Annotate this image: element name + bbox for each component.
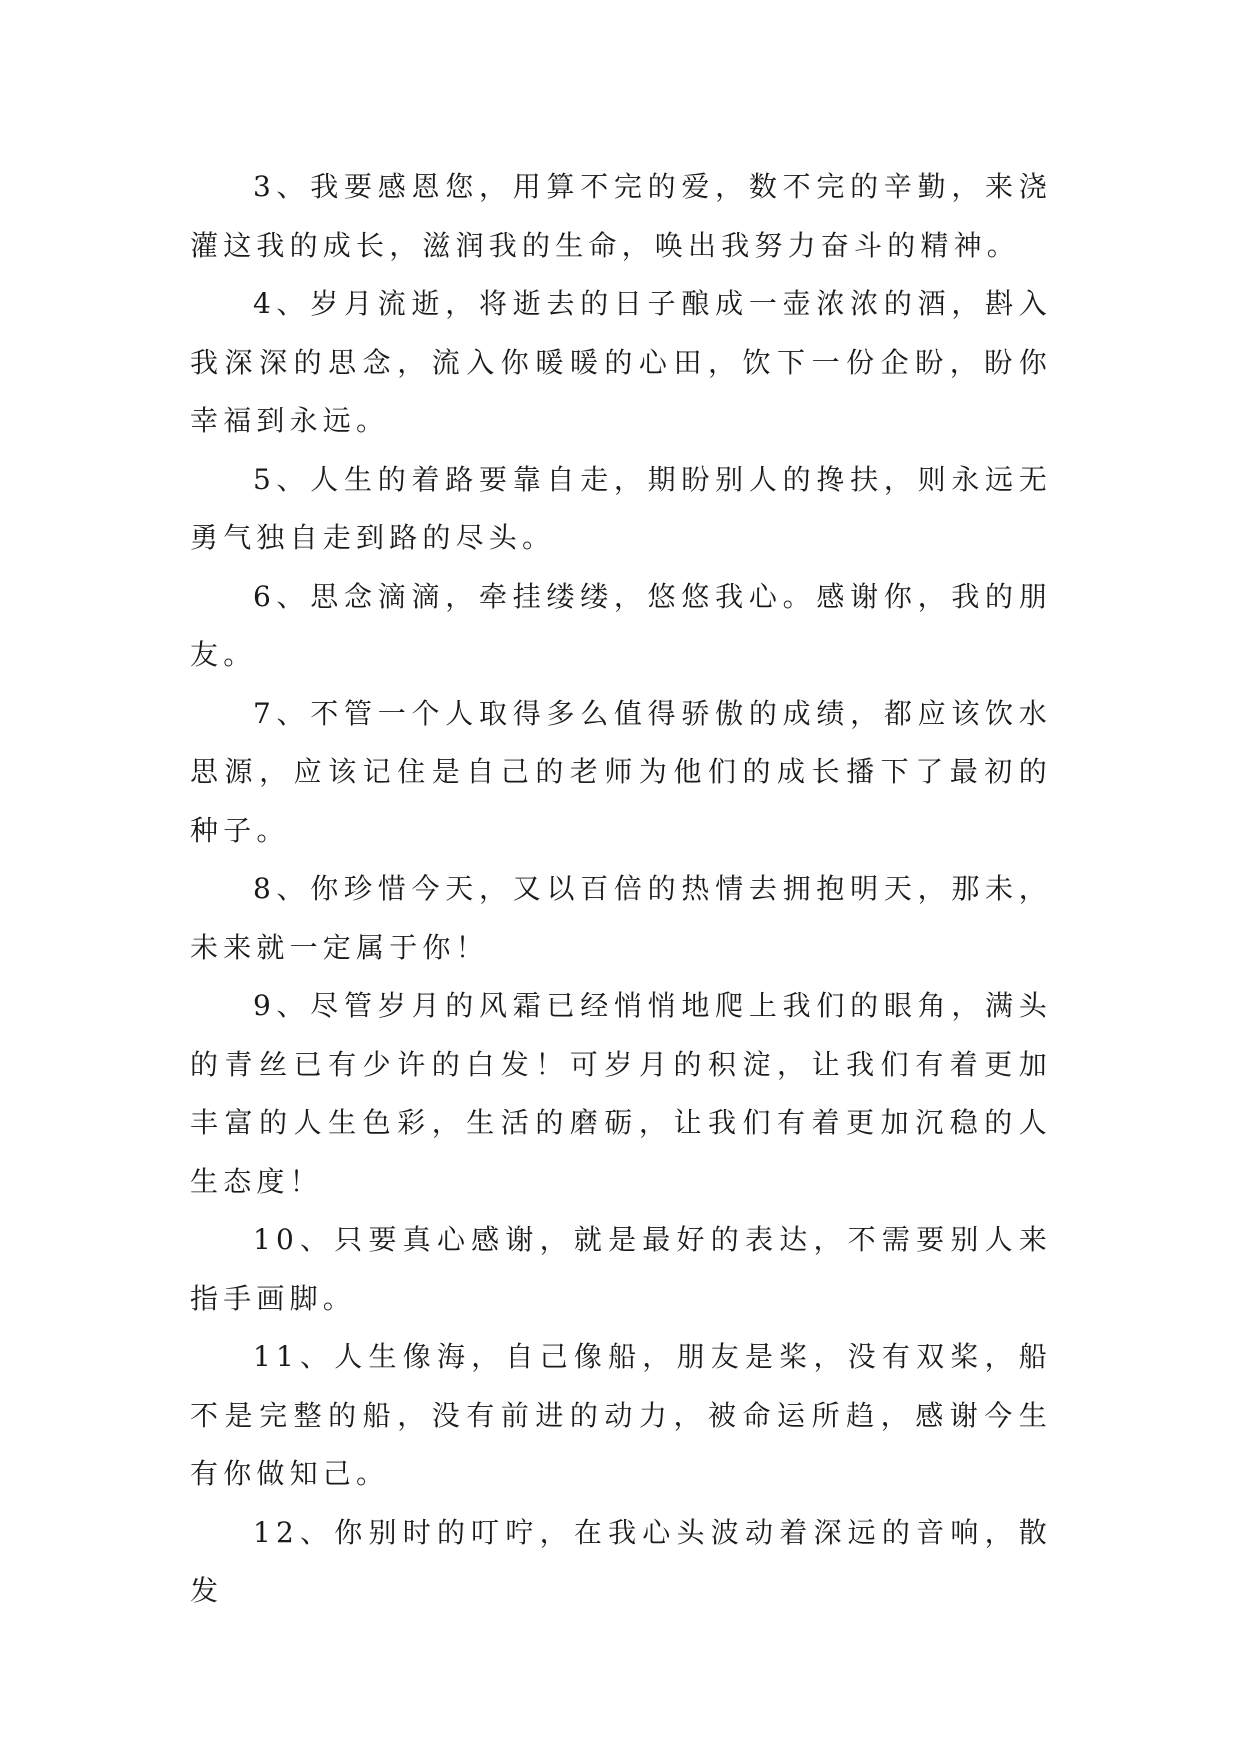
paragraph-5: 5、人生的着路要靠自走，期盼别人的搀扶，则永远无勇气独自走到路的尽头。 xyxy=(190,462,1052,554)
paragraph-8: 8、你珍惜今天，又以百倍的热情去拥抱明天，那未，未来就一定属于你！ xyxy=(190,872,1052,964)
paragraph-11: 11、人生像海，自己像船，朋友是桨，没有双桨，船不是完整的船，没有前进的动力，被命运所趋，感谢今生有你做知己。 xyxy=(190,1340,1052,1490)
paragraph-7: 7、不管一个人取得多么值得骄傲的成绩，都应该饮水思源，应该记住是自己的老师为他们的成长播下了最初的种子。 xyxy=(190,696,1052,847)
paragraph-9: 9、尽管岁月的风霜已经悄悄地爬上我们的眼角，满头的青丝已有少许的白发！可岁月的积淀，让我们有着更加丰富的人生色彩，生活的磨砺，让我们有着更加沉稳的人生态度！ xyxy=(190,989,1052,1198)
paragraph-6: 6、思念滴滴，牵挂缕缕，悠悠我心。感谢你，我的朋友。 xyxy=(190,579,1052,671)
paragraph-12: 12、你别时的叮咛，在我心头波动着深远的音响，散发 xyxy=(190,1515,1052,1607)
document-body xyxy=(190,158,1052,1621)
paragraph-4: 4、岁月流逝，将逝去的日子酿成一壶浓浓的酒，斟入我深深的思念，流入你暖暖的心田，饮下一份企盼，盼你幸福到永远。 xyxy=(190,287,1052,437)
paragraph-10: 10、只要真心感谢，就是最好的表达，不需要别人来指手画脚。 xyxy=(190,1223,1052,1315)
paragraph-3: 3、我要感恩您，用算不完的爱，数不完的辛勤，来浇灌这我的成长，滋润我的生命，唤出我努力奋斗的精神。 xyxy=(190,170,1052,262)
